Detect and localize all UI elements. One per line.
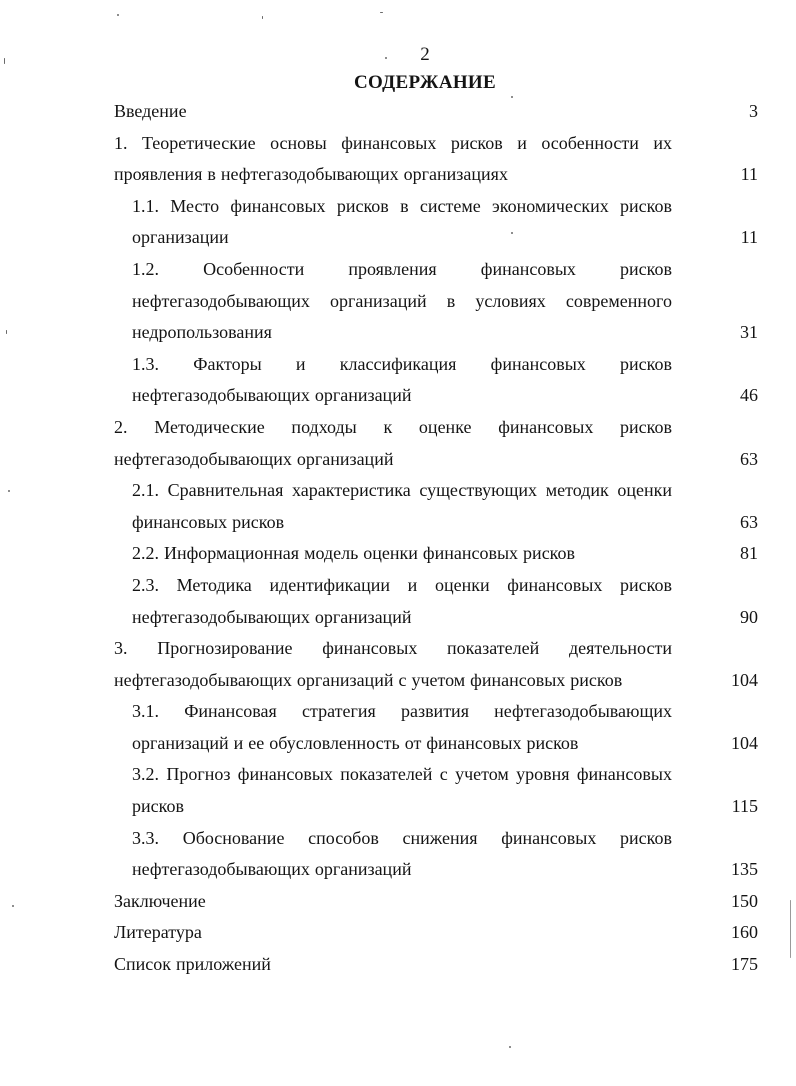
scan-speck — [117, 14, 119, 16]
toc-entry-text: 3. Прогнозирование финансовых показателей деятельности нефтегазодобывающих организаций с учетом финансовых рисков — [114, 638, 672, 690]
toc-entry-section-2-1 — [114, 475, 758, 538]
toc-entry-text: 2. Методические подходы к оценке финансовых рисков нефтегазодобывающих организаций — [114, 416, 672, 469]
toc-entry-chapter-2 — [114, 412, 758, 475]
toc-entry-section-1-3 — [114, 349, 758, 412]
toc-entry-page: 63 — [740, 511, 758, 532]
toc-entry-chapter-3 — [114, 633, 758, 696]
toc-entry-text: 3.3. Обоснование способов снижения финансовых рисков нефтегазодобывающих организаций — [132, 827, 672, 880]
toc-entry-page: 63 — [740, 448, 758, 469]
toc-entry-text: Список приложений — [114, 954, 271, 975]
table-of-contents — [114, 96, 758, 981]
toc-entry-text: 3.1. Финансовая стратегия развития нефтегазодобывающих организаций и ее обусловленность от финансовых рисков — [132, 701, 672, 753]
toc-entry-introduction — [114, 96, 758, 128]
scan-speck — [511, 96, 513, 98]
toc-entry-page: 11 — [740, 164, 758, 185]
toc-entry-section-3-1 — [114, 696, 758, 759]
toc-entry-conclusion — [114, 886, 758, 918]
toc-entry-text: 2.2. Информационная модель оценки финансовых рисков — [132, 543, 576, 564]
toc-entry-page: 11 — [740, 227, 758, 248]
scan-speck — [511, 232, 513, 234]
toc-entry-text: 1.3. Факторы и классификация финансовых рисков нефтегазодобывающих организаций — [132, 353, 672, 406]
toc-entry-literature — [114, 917, 758, 949]
toc-entry-text: Заключение — [114, 890, 206, 911]
scan-speck — [4, 58, 5, 64]
toc-entry-page: 90 — [740, 606, 758, 627]
toc-entry-section-1-2 — [114, 254, 758, 349]
toc-entry-text: 1. Теоретические основы финансовых рисков и особенности их проявления в нефтегазодобывающих организациях — [114, 132, 672, 185]
toc-entry-page: 160 — [731, 922, 758, 943]
page-number: 2 — [420, 44, 430, 65]
toc-entry-text: 3.2. Прогноз финансовых показателей с учетом уровня финансовых рисков — [132, 764, 672, 817]
toc-entry-chapter-1 — [114, 128, 758, 191]
toc-entry-page: 175 — [731, 954, 758, 975]
scan-speck — [6, 330, 7, 334]
toc-entry-text: 1.1. Место финансовых рисков в системе экономических рисков организации — [132, 195, 672, 248]
toc-entry-text: 2.1. Сравнительная характеристика существующих методик оценки финансовых рисков — [132, 480, 672, 532]
toc-entry-page: 3 — [749, 101, 758, 121]
toc-entry-section-2-2 — [114, 538, 758, 570]
toc-entry-page: 150 — [731, 890, 758, 911]
scan-speck — [790, 900, 791, 958]
scan-speck — [380, 12, 383, 13]
toc-title: СОДЕРЖАНИЕ — [354, 72, 496, 93]
scan-speck — [8, 490, 10, 492]
toc-entry-page: 115 — [731, 796, 758, 817]
toc-entry-appendices — [114, 949, 758, 981]
toc-entry-page: 104 — [731, 669, 758, 690]
scan-speck — [509, 1046, 511, 1048]
toc-entry-text: Литература — [114, 922, 202, 943]
scan-speck — [262, 16, 263, 19]
toc-entry-section-3-2 — [114, 759, 758, 822]
scan-speck — [385, 57, 387, 59]
toc-entry-section-3-3 — [114, 823, 758, 886]
scan-speck — [12, 905, 14, 907]
toc-entry-text: 1.2. Особенности проявления финансовых рисков нефтегазодобывающих организаций в условиях современного недропользования — [132, 258, 672, 343]
toc-entry-text: 2.3. Методика идентификации и оценки финансовых рисков нефтегазодобывающих организаций — [132, 574, 672, 627]
toc-entry-page: 31 — [740, 322, 758, 343]
toc-entry-page: 81 — [740, 543, 758, 564]
toc-entry-text: Введение — [114, 101, 187, 121]
toc-entry-page: 104 — [731, 732, 758, 753]
toc-entry-page: 135 — [731, 859, 758, 880]
toc-entry-section-1-1 — [114, 191, 758, 254]
toc-entry-page: 46 — [740, 385, 758, 406]
toc-entry-section-2-3 — [114, 570, 758, 633]
